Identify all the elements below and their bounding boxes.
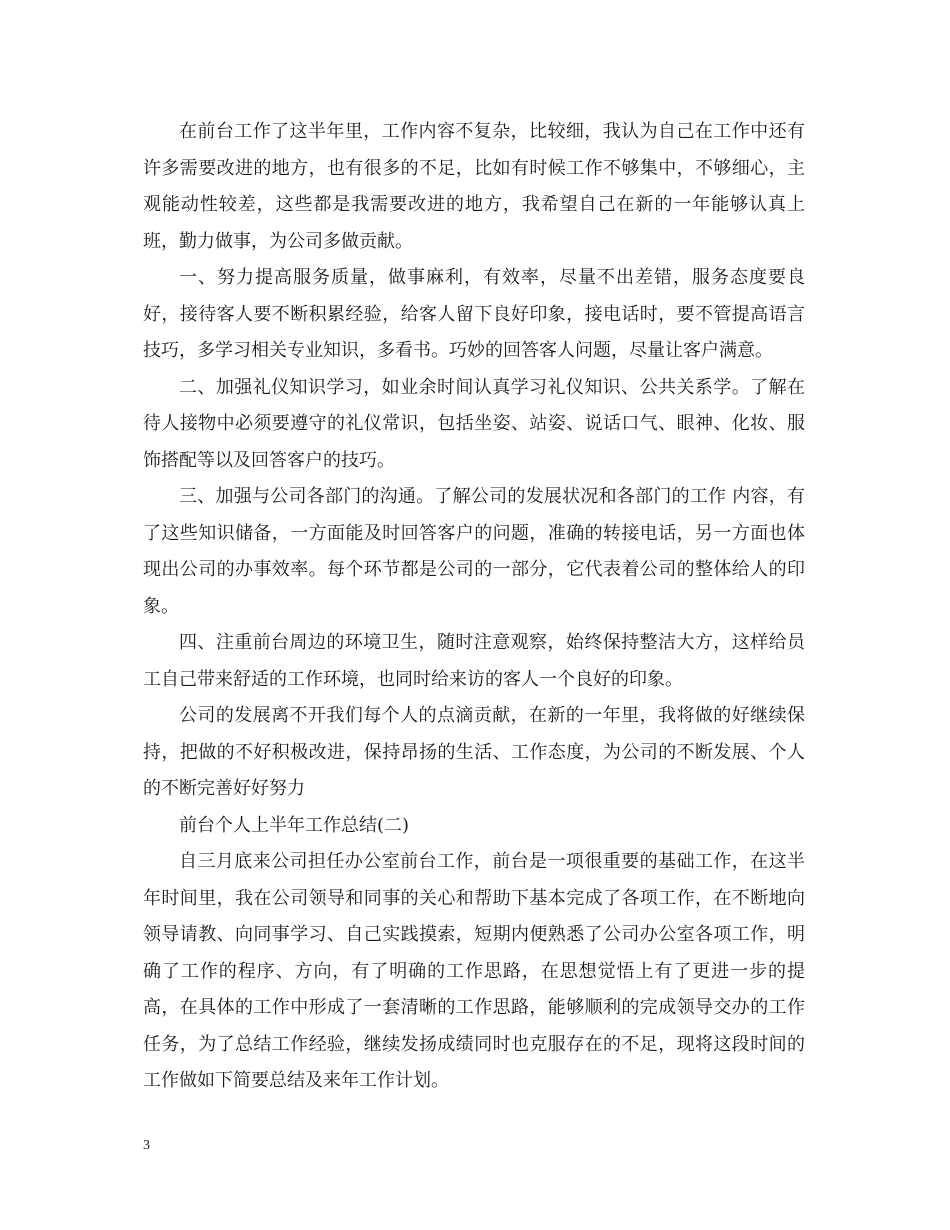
paragraph-conclusion: 公司的发展离不开我们每个人的点滴贡献，在新的一年里，我将做的好继续保持，把做的不好积极改进，保持昂扬的生活、工作态度，为公司的不断发展、个人的不断完善好好努力 [143,705,805,799]
page-number: 3 [143,1138,150,1153]
paragraph-point-one: 一、努力提高服务质量，做事麻利，有效率，尽量不出差错，服务态度要良好，接待客人要不断积累经验，给客人留下良好印象，接电话时，要不管提高语言技巧，多学习相关专业知识，多看书。巧妙的回答客人问题，尽量让客户满意。 [143,267,805,361]
paragraph-intro: 在前台工作了这半年里，工作内容不复杂，比较细，我认为自己在工作中还有许多需要改进的地方，也有很多的不足，比如有时候工作不够集中，不够细心，主观能动性较差，这些都是我需要改进的地方，我希望自己在新的一年能够认真上班，勤力做事，为公司多做贡献。 [143,121,805,252]
paragraph-point-four: 四、注重前台周边的环境卫生，随时注意观察，始终保持整洁大方，这样给员工自己带来舒适的工作环境，也同时给来访的客人一个良好的印象。 [143,632,805,690]
document-body [143,114,805,1100]
paragraph-section-two-intro: 自三月底来公司担任办公室前台工作，前台是一项很重要的基础工作，在这半年时间里，我在公司领导和同事的关心和帮助下基本完成了各项工作，在不断地向领导请教、向同事学习、自己实践摸索，短期内便熟悉了公司办公室各项工作，明确了工作的程序、方向，有了明确的工作思路，在思想觉悟上有了更进一步的提高，在具体的工作中形成了一套清晰的工作思路，能够顺利的完成领导交办的工作任务，为了总结工作经验，继续发扬成绩同时也克服存在的不足，现将这段时间的工作做如下简要总结及来年工作计划。 [143,851,805,1091]
section-title: 前台个人上半年工作总结(二) [179,814,410,836]
paragraph-point-three: 三、加强与公司各部门的沟通。了解公司的发展状况和各部门的工作 内容，有了这些知识储备，一方面能及时回答客户的问题，准确的转接电话，另一方面也体现出公司的办事效率。每个环节都是公司的一部分，它代表着公司的整体给人的印象。 [143,486,805,617]
paragraph-point-two: 二、加强礼仪知识学习，如业余时间认真学习礼仪知识、公共关系学。了解在待人接物中必须要遵守的礼仪常识，包括坐姿、站姿、说话口气、眼神、化妆、服饰搭配等以及回答客户的技巧。 [143,376,805,471]
